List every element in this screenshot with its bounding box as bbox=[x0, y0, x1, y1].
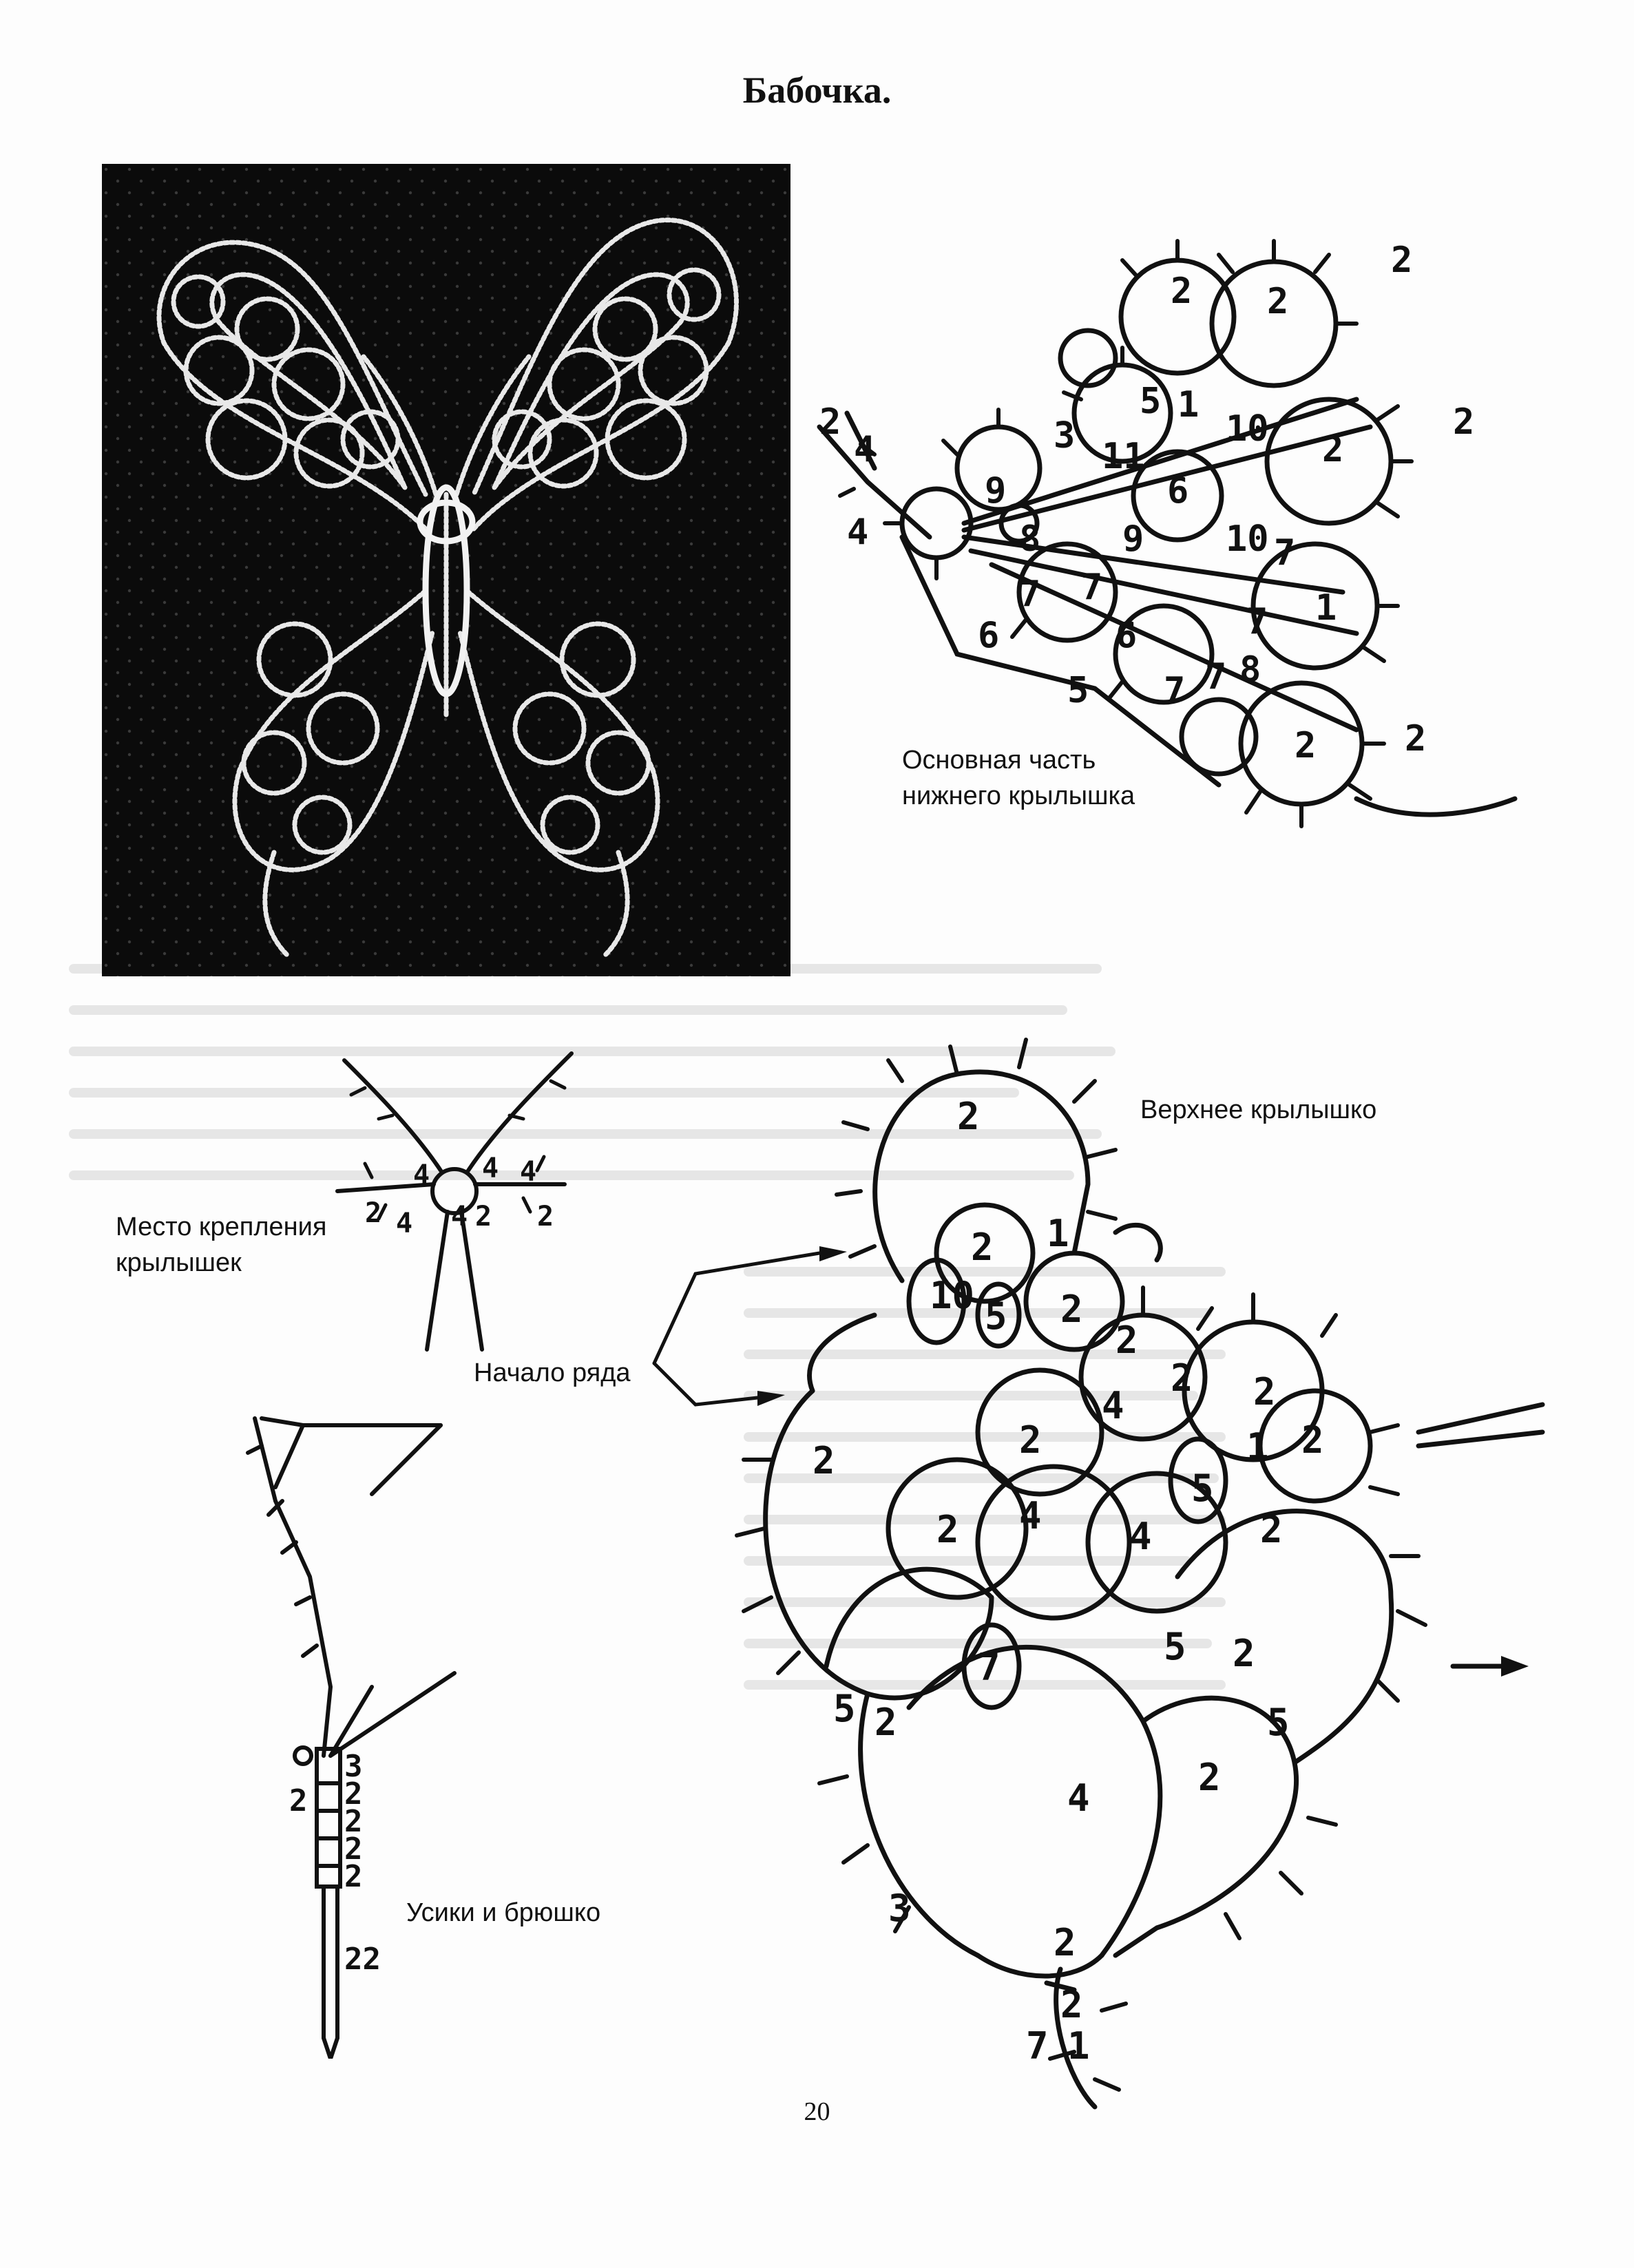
diagram-number: 2 bbox=[537, 1201, 554, 1232]
diagram-number: 2 bbox=[1260, 1508, 1283, 1551]
diagram-number: 1 bbox=[1315, 587, 1337, 629]
diagram-number: 2 bbox=[1322, 429, 1344, 470]
attachment-caption bbox=[116, 1209, 326, 1281]
diagram-number: 2 bbox=[344, 1859, 363, 1894]
diagram-number: 7 bbox=[1026, 2024, 1049, 2068]
diagram-number: 2 bbox=[1391, 240, 1413, 281]
diagram-number: 2 bbox=[1019, 1418, 1042, 1462]
diagram-number: 2 bbox=[1198, 1756, 1221, 1799]
diagram-number: 2 bbox=[1405, 718, 1427, 759]
diagram-number: 2 bbox=[1171, 271, 1193, 312]
diagram-number: 7 bbox=[1019, 574, 1041, 615]
diagram-number: 2 bbox=[1453, 401, 1475, 443]
diagram-number: 2 bbox=[819, 401, 841, 443]
diagram-number: 2 bbox=[344, 1831, 363, 1867]
diagram-number: 4 bbox=[1102, 1384, 1124, 1427]
diagram-number: 10 bbox=[1226, 518, 1269, 560]
diagram-number: 4 bbox=[396, 1208, 413, 1239]
diagram-number: 5 bbox=[833, 1687, 856, 1730]
diagram-number: 6 bbox=[978, 615, 1000, 656]
diagram-number: 7 bbox=[1274, 532, 1296, 574]
diagram-number: 2 bbox=[874, 1701, 897, 1744]
diagram-number: 2 bbox=[344, 1776, 363, 1812]
diagram-number: 2 bbox=[1295, 725, 1317, 766]
diagram-number: 1 bbox=[1177, 384, 1200, 426]
diagram-number: 5 bbox=[1267, 1701, 1290, 1744]
diagram-number: 2 bbox=[957, 1095, 980, 1138]
diagram-number: 4 bbox=[1019, 1494, 1042, 1537]
diagram-number: 5 bbox=[985, 1294, 1007, 1338]
diagram-number: 10 bbox=[930, 1274, 975, 1317]
lower-wing-caption bbox=[902, 742, 1135, 814]
diagram-number: 7 bbox=[978, 1646, 1001, 1689]
diagram-number: 2 bbox=[971, 1226, 994, 1269]
diagram-number: 4 bbox=[1067, 1776, 1090, 1820]
diagram-number: 4 bbox=[847, 512, 869, 553]
diagram-number: 2 bbox=[1115, 1319, 1138, 1362]
diagram-number: 2 bbox=[1054, 1921, 1076, 1964]
diagram-number: 2 bbox=[813, 1439, 835, 1482]
diagram-number: 9 bbox=[985, 470, 1007, 512]
diagram-number: 8 bbox=[1239, 649, 1261, 691]
row-start-caption: Начало ряда bbox=[474, 1358, 631, 1387]
diagram-number: 7 bbox=[1164, 670, 1186, 711]
diagram-number: 2 bbox=[1060, 1288, 1083, 1331]
diagram-number: 10 bbox=[1226, 408, 1269, 450]
diagram-number: 4 bbox=[854, 429, 876, 470]
upper-wing-diagram bbox=[730, 1005, 1584, 2134]
diagram-number: 3 bbox=[344, 1749, 363, 1784]
diagram-number: 2 bbox=[1233, 1632, 1255, 1675]
diagram-number: 2 bbox=[936, 1508, 959, 1551]
diagram-number: 2 bbox=[1253, 1370, 1276, 1414]
diagram-number: 4 bbox=[482, 1153, 499, 1184]
diagram-number: 4 bbox=[451, 1201, 468, 1232]
diagram-number: 2 bbox=[1301, 1418, 1324, 1462]
butterfly-photo bbox=[102, 164, 790, 976]
attachment-caption-line2: крылышек bbox=[116, 1248, 242, 1277]
diagram-number: 5 bbox=[1191, 1467, 1214, 1510]
diagram-number: 5 bbox=[1140, 381, 1162, 422]
diagram-number: 6 bbox=[1167, 470, 1189, 512]
diagram-number: 2 bbox=[365, 1197, 382, 1229]
diagram-number: 4 bbox=[520, 1156, 537, 1188]
diagram-number: 7 bbox=[1246, 601, 1268, 642]
antennae-body-caption: Усики и брюшко bbox=[406, 1898, 601, 1927]
diagram-number: 1 bbox=[1047, 1212, 1069, 1255]
diagram-number: 3 bbox=[888, 1887, 911, 1930]
diagram-number: 4 bbox=[1129, 1515, 1152, 1558]
diagram-number: 22 bbox=[344, 1942, 381, 1977]
diagram-number: 9 bbox=[1122, 518, 1144, 560]
page-number: 20 bbox=[804, 2097, 830, 2126]
diagram-number: 1 bbox=[1067, 2024, 1090, 2068]
upper-wing-caption: Верхнее крылышко bbox=[1140, 1095, 1377, 1124]
antennae-body-diagram bbox=[234, 1398, 482, 2059]
diagram-number: 5 bbox=[1164, 1625, 1186, 1668]
diagram-number: 2 bbox=[475, 1201, 492, 1232]
diagram-number: 2 bbox=[1060, 1983, 1083, 2026]
diagram-number: 6 bbox=[1115, 615, 1138, 656]
diagram-number: 7 bbox=[1081, 567, 1103, 608]
diagram-number: 8 bbox=[1019, 518, 1041, 560]
attachment-caption-line1: Место крепления bbox=[116, 1212, 327, 1241]
diagram-number: 3 bbox=[1054, 415, 1076, 456]
lower-wing-caption-line2: нижнего крылышка bbox=[902, 781, 1135, 810]
diagram-number: 2 bbox=[1171, 1356, 1193, 1400]
diagram-number: 4 bbox=[413, 1159, 430, 1191]
diagram-number: 2 bbox=[289, 1783, 308, 1818]
diagram-number: 7 bbox=[1205, 656, 1227, 697]
page-title: Бабочка. bbox=[742, 70, 892, 111]
lower-wing-caption-line1: Основная часть bbox=[902, 746, 1096, 775]
diagram-number: 11 bbox=[1102, 436, 1145, 477]
diagram-number: 2 bbox=[1267, 281, 1289, 322]
diagram-number: 5 bbox=[1067, 670, 1089, 711]
attachment-diagram bbox=[248, 1026, 606, 1384]
diagram-number: 1 bbox=[1246, 1425, 1269, 1469]
diagram-number: 2 bbox=[344, 1804, 363, 1839]
